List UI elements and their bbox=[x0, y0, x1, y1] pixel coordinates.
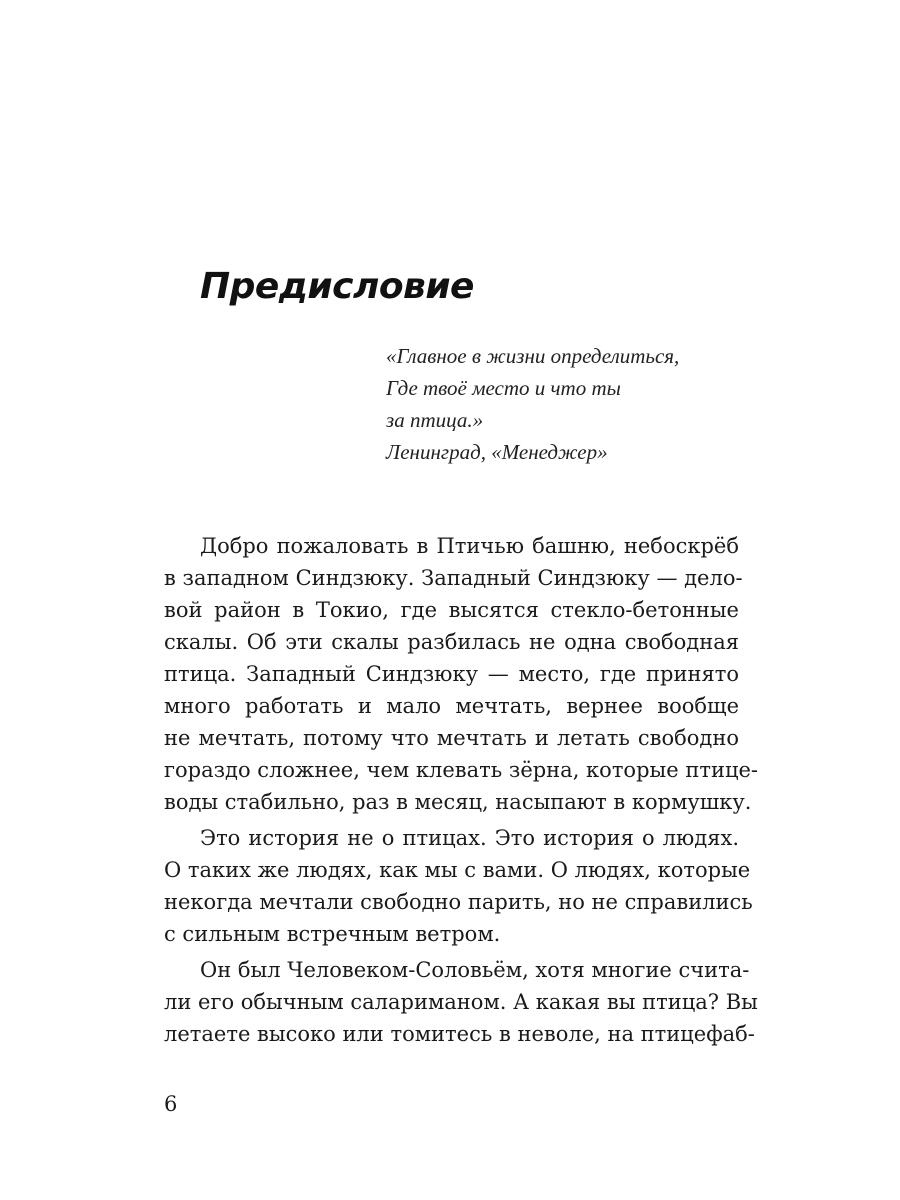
text-line: не мечтать, потому что мечтать и летать свободно bbox=[164, 726, 739, 750]
page-number: 6 bbox=[164, 1092, 178, 1116]
text-line: птица. Западный Синдзюку — место, где принято bbox=[164, 662, 739, 686]
body-text bbox=[164, 530, 758, 1054]
epigraph-line: за птица.» bbox=[386, 408, 484, 432]
text-line: с сильным встречным ветром. bbox=[164, 922, 501, 946]
epigraph-attribution: Ленинград, «Менеджер» bbox=[386, 440, 608, 464]
text-line: О таких же людях, как мы с вами. О людях, которые bbox=[164, 858, 751, 882]
paragraph bbox=[164, 530, 758, 818]
text-line: в западном Синдзюку. Западный Синдзюку — дело- bbox=[164, 566, 743, 590]
text-line: летаете высоко или томитесь в неволе, на птицефаб- bbox=[164, 1022, 755, 1046]
text-line: вой район в Токио, где высятся стекло-бетонные bbox=[164, 598, 739, 622]
text-line: некогда мечтали свободно парить, но не справились bbox=[164, 890, 753, 914]
paragraph bbox=[164, 954, 758, 1050]
text-line: ли его обычным салариманом. А какая вы птица? Вы bbox=[164, 990, 758, 1014]
text-line: скалы. Об эти скалы разбилась не одна свободная bbox=[164, 630, 739, 654]
text-line: гораздо сложнее, чем клевать зёрна, которые птице- bbox=[164, 758, 758, 782]
epigraph-line: Где твоё место и что ты bbox=[386, 376, 621, 400]
text-line: Это история не о птицах. Это история о людях. bbox=[200, 826, 739, 850]
text-line: много работать и мало мечтать, вернее вообще bbox=[164, 694, 739, 718]
epigraph bbox=[386, 340, 746, 468]
text-line: Он был Человеком-Соловьём, хотя многие счита- bbox=[200, 958, 750, 982]
page-title: Предисловие bbox=[200, 266, 474, 307]
text-line: воды стабильно, раз в месяц, насыпают в кормушку. bbox=[164, 790, 752, 814]
epigraph-line: «Главное в жизни определиться, bbox=[386, 344, 680, 368]
text-line: Добро пожаловать в Птичью башню, небоскрёб bbox=[200, 534, 739, 558]
paragraph bbox=[164, 822, 753, 950]
